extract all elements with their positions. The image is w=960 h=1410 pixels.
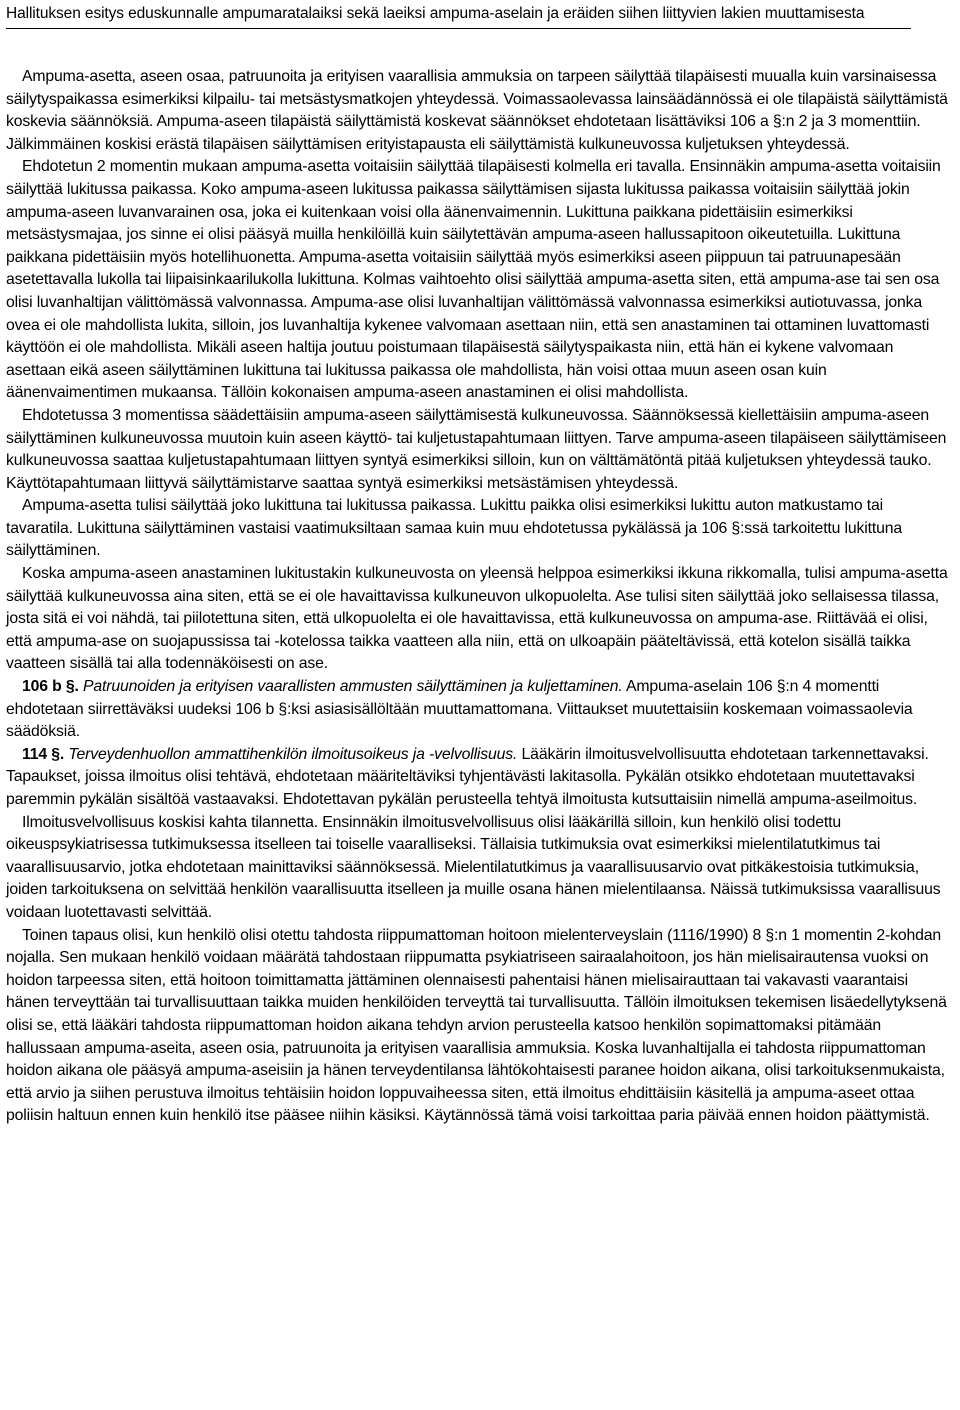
document-body [6,66,954,1128]
section-title: Terveydenhuollon ammattihenkilön ilmoitusoikeus ja -velvollisuus. [68,745,518,763]
section-number: 106 b §. [22,678,79,696]
paragraph [6,925,954,1128]
paragraph [6,563,954,676]
paragraph-text: Toinen tapaus olisi, kun henkilö olisi otettu tahdosta riippumattoman hoitoon mielenterveyslain (1116/1990) 8 §:n 1 momentin 2-kohdan nojalla. Sen mukaan henkilö voidaan määrätä tahdostaan riippumatta psykiatriseen sairaalahoitoon, jos hän mielisairautensa vuoksi on hoidon tarpeessa siten, että hoitoon toimittamatta jättäminen olennaisesti pahentaisi hänen mielisairauttaan tai vakavasti vaarantaisi hänen terveyttään tai turvallisuuttaan taikka muiden henkilöiden terveyttä tai turvallisuutta. Tällöin ilmoituksen tekemisen lisäedellytyksenä olisi se, että lääkäri tahdosta riippumattoman hoidon aikana tehdyn arvion perusteella katsoo henkilön sopimattomaksi pitämään hallussaan ampuma-aseita, aseen osia, patruunoita ja erityisen vaarallisia ammuksia. Koska luvanhaltijalla ei tahdosta riippumattoman hoidon aikana ole pääsyä ampuma-aseisiin ja hänen terveydentilansa lähtökohtaisesti paranee hoidon aikana, olisi tarkoituksenmukaista, että arvio ja siihen perustuva ilmoitus tehtäisiin hoidon loppuvaiheessa siten, että ilmoitus ehdittäisiin käsitellä ja ampuma-aseet ottaa poliisin haltuun ennen kuin henkilö itse pääsee niihin käsiksi. Käytännössä tämä voisi tarkoittaa paria päivää ennen hoidon päättymistä. [6,926,947,1125]
paragraph-text: Ehdotetussa 3 momentissa säädettäisiin ampuma-aseen säilyttämisestä kulkuneuvossa. Säännöksessä kiellettäisiin ampuma-aseen säilyttäminen kulkuneuvossa muutoin kuin aseen käyttö- tai kuljetustapahtumaan liittyen. Tarve ampuma-aseen tilapäiseen säilyttämiseen kulkuneuvossa saattaa kuljetustapahtumaan liittyen syntyä esimerkiksi silloin, kun on välttämätöntä pitää kuljetuksen yhteydessä tauko. Käyttötapahtumaan liittyvä säilyttämistarve saattaa syntyä esimerkiksi metsästämisen yhteydessä. [6,406,947,492]
paragraph-text: Lääkärin ilmoitusvelvollisuutta ehdotetaan tarkennettavaksi. Tapaukset, joissa ilmoitus olisi tehtävä, ehdotetaan määriteltäviksi tyhjentävästi lakitasolla. Pykälän otsikko ehdotetaan muutettavaksi paremmin pykälän sisältöä vastaavaksi. Ehdotettavan pykälän perusteella tehtyä ilmoitusta kutsuttaisiin nimellä ampuma-aseilmoitus. [6,745,929,808]
paragraph-text: Ehdotetun 2 momentin mukaan ampuma-asetta voitaisiin säilyttää tilapäisesti kolmella eri tavalla. Ensinnäkin ampuma-asetta voitaisiin säilyttää lukitussa paikassa. Koko ampuma-aseen lukitussa paikassa säilyttämisen sijasta lukitussa paikassa voitaisiin säilyttää jokin ampuma-aseen luvanvarainen osa, joka ei kuitenkaan voisi olla äänenvaimennin. Lukittuna paikkana pidettäisiin esimerkiksi metsästysmajaa, jos sinne ei olisi pääsyä muilla henkilöillä kuin säilytettävän ampuma-aseen hallussapitoon oikeutetuilla. Lukittuna paikkana pidettäisiin myös hotellihuonetta. Ampuma-asetta voitaisiin säilyttää myös esimerkiksi aseen piippuun tai patruunapesään asetettavalla lukolla tai liipaisinkaarilukolla lukittuna. Kolmas vaihtoehto olisi säilyttää ampuma-asetta siten, että ampuma-ase tai sen osa olisi luvanhaltijan välittömässä valvonnassa. Ampuma-ase olisi luvanhaltijan välittömässä valvonnassa esimerkiksi autiotuvassa, jonka ovea ei ole mahdollista lukita, silloin, jos luvanhaltija kykenee valvomaan asettaan niin, että sen anastaminen tai ottaminen luvattomasti käyttöön ei ole mahdollista. Mikäli aseen haltija joutuu poistumaan tilapäisestä säilytyspaikasta niin, että hän ei kykene valvomaan asettaan eikä aseen säilyttäminen lukittuna tai lukitussa paikassa ole mahdollista, hän voisi ottaa muun aseen osan kuin äänenvaimentimen mukaansa. Tällöin kokonaisen ampuma-aseen anastaminen ei olisi mahdollista. [6,158,941,402]
section-number: 114 §. [22,745,65,763]
paragraph [6,156,954,405]
paragraph-text: Ampuma-aselain 106 §:n 4 momentti ehdotetaan siirrettäväksi uudeksi 106 b §:ksi asiasisällöltään muuttamattomana. Viittaukset muutettaisiin koskemaan voimassaolevia säädöksiä. [6,678,913,741]
paragraph-text: Koska ampuma-aseen anastaminen lukitustakin kulkuneuvosta on yleensä helppoa esimerkiksi ikkuna rikkomalla, tulisi ampuma-asetta säilyttää kulkuneuvossa aina siten, että se ei ole havaittavissa kulkuneuvon ulkopuolelta. Ase tulisi siten säilyttää joko sellaisessa tilassa, josta sitä ei voi nähdä, tai piilotettuna siten, että ulkopuolelta ei ole havaittavissa, että kulkuneuvossa on ampuma-ase. Riittävää ei olisi, että ampuma-ase on suojapussissa tai -kotelossa taikka vaatteen alla niin, että on ulkoapäin pääteltävissä, että kotelon sisällä taikka vaatteen sisällä tai alla todennäköisesti on ase. [6,565,948,673]
paragraph [6,812,954,925]
section-paragraph [6,744,954,812]
paragraph-text: Ilmoitusvelvollisuus koskisi kahta tilannetta. Ensinnäkin ilmoitusvelvollisuus olisi lääkärillä silloin, kun henkilö olisi todettu oikeuspsykiatrisessa tutkimuksessa itselleen tai toiselle vaaralliseksi. Tällaisia tutkimuksia ovat esimerkiksi mielentilatutkimus tai vaarallisuusarvio, jotka ehdotetaan mainittaviksi säännöksessä. Mielentilatutkimus ja vaarallisuusarvio ovat pitkäkestoisia tutkimuksia, joiden tarkoituksena on selvittää henkilön vaarallisuutta itselleen ja muille osana hänen mielentilaansa. Näissä tutkimuksissa vaarallisuus voidaan luotettavasti selvittää. [6,813,941,921]
header-rule [6,28,911,29]
paragraph-text: Ampuma-asetta, aseen osaa, patruunoita ja erityisen vaarallisia ammuksia on tarpeen säilyttää tilapäisesti muualla kuin varsinaisessa säilytyspaikassa esimerkiksi kilpailu- tai metsästysmatkojen yhteydessä. Voimassaolevassa lainsäädännössä ei ole tilapäistä säilyttämistä koskevia säännöksiä. Ampuma-aseen tilapäistä säilyttämistä koskevat säännökset ehdotetaan lisättäviksi 106 a §:n 2 ja 3 momenttiin. Jälkimmäinen koskisi erästä tilapäisen säilyttämisen erityistapausta eli säilyttämistä kulkuneuvossa kuljetuksen yhteydessä. [6,68,948,153]
section-title: Patruunoiden ja erityisen vaarallisten ammusten säilyttäminen ja kuljettaminen. [83,678,623,696]
paragraph [6,495,954,563]
paragraph [6,405,954,495]
section-paragraph [6,676,954,744]
page-header: Hallituksen esitys eduskunnalle ampumaratalaiksi sekä laeiksi ampuma-aselain ja eräiden siihen liittyvien lakien muuttamisesta [6,5,865,22]
paragraph [6,66,954,156]
paragraph-text: Ampuma-asetta tulisi säilyttää joko lukittuna tai lukitussa paikassa. Lukittu paikka olisi esimerkiksi lukittu auton matkustamo tai tavaratila. Lukittuna säilyttäminen vastaisi vaatimuksiltaan samaa kuin muu ehdotetussa pykälässä ja 106 §:ssä tarkoitettu lukittuna säilyttäminen. [6,497,903,560]
